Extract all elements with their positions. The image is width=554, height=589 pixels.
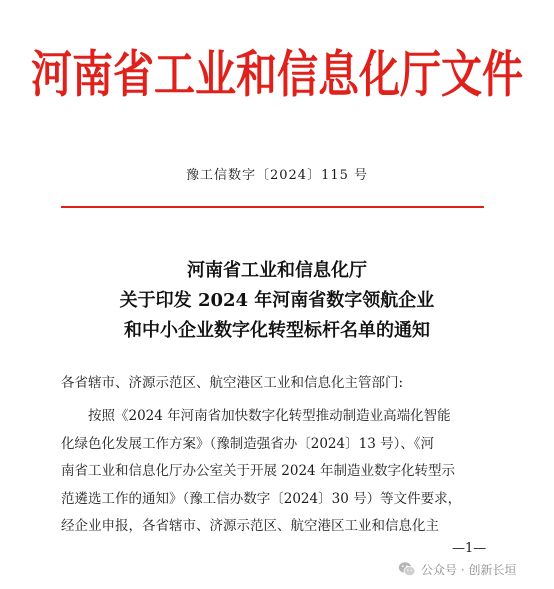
body-line: 化绿色化发展工作方案》（豫制造强省办〔2024〕13 号）、《河 xyxy=(61,435,435,452)
watermark-text: 公众号 · 创新长垣 xyxy=(421,562,517,577)
document-subject xyxy=(0,256,554,346)
body-line: 范遴选工作的通知》（豫工信办数字〔2024〕30 号）等文件要求， xyxy=(61,490,462,507)
wechat-icon xyxy=(398,561,416,577)
salutation: 各省辖市、济源示范区、航空港区工业和信息化主管部门: xyxy=(61,375,404,391)
body-line: 按照《2024 年河南省加快数字化转型推动制造业高端化智能 xyxy=(61,408,451,424)
body-line: 经企业申报，各省辖市、济源示范区、航空港区工业和信息化主 xyxy=(61,518,439,534)
header-divider xyxy=(61,206,484,208)
watermark xyxy=(398,558,516,580)
page-number: —1— xyxy=(452,541,487,556)
document-header-title: 河南省工业和信息化厅文件 xyxy=(31,45,523,104)
subject-line: 关于印发 2024 年河南省数字领航企业 xyxy=(119,290,435,311)
body-line: 南省工业和信息化厅办公室关于开展 2024 年制造业数字化转型示 xyxy=(61,463,455,479)
subject-line: 和中小企业数字化转型标杆名单的通知 xyxy=(124,320,430,341)
body-paragraph xyxy=(61,403,495,541)
document-number: 豫工信数字〔2024〕115 号 xyxy=(185,168,369,183)
subject-line: 河南省工业和信息化厅 xyxy=(187,260,367,281)
